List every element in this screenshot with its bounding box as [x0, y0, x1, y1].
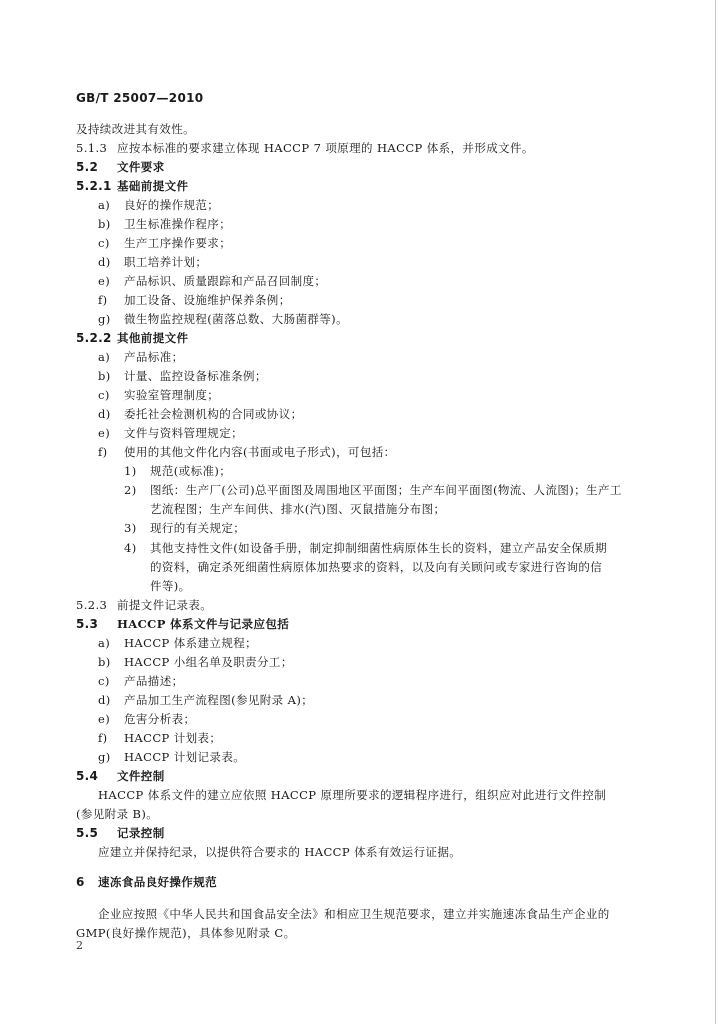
body-text-line: 应建立并保持纪录，以提供符合要求的 HACCP 体系有效运行证据。	[98, 845, 462, 859]
clause-number: d)	[98, 693, 111, 707]
body-text-line: 文件与资料管理规定；	[124, 426, 243, 440]
clause-number: 5.2.1	[76, 179, 112, 193]
clause-number: b)	[98, 655, 111, 669]
body-text-line: 的资料，确定杀死细菌性病原体加热要求的资料，以及向有关顾问或专家进行咨询的信	[150, 560, 603, 574]
body-text-line: 危害分析表；	[124, 712, 196, 726]
section-heading: 其他前提文件	[117, 331, 189, 345]
clause-number: 4)	[124, 541, 137, 555]
body-text-line: GMP(良好操作规范)，具体参见附录 C。	[76, 926, 296, 940]
body-text-line: HACCP 计划记录表。	[124, 750, 246, 764]
clause-number: c)	[98, 674, 110, 688]
clause-number: 1)	[124, 464, 137, 478]
clause-number: 5.3	[76, 617, 99, 631]
body-text-line: HACCP 小组名单及职责分工；	[124, 655, 293, 669]
clause-number: g)	[98, 750, 111, 764]
clause-number: 5.5	[76, 826, 99, 840]
clause-number: f)	[98, 293, 108, 307]
clause-number: e)	[98, 274, 111, 288]
clause-number: 5.1.3	[76, 141, 108, 155]
clause-number: 2)	[124, 483, 137, 497]
body-text-line: 件等)。	[150, 579, 191, 593]
body-text-line: 企业应按照《中华人民共和国食品安全法》和相应卫生规范要求，建立并实施速冻食品生产企业的	[98, 907, 610, 921]
clause-number: d)	[98, 255, 111, 269]
clause-number: f)	[98, 445, 108, 459]
section-heading: 文件要求	[117, 160, 165, 174]
clause-number: a)	[98, 198, 111, 212]
body-text-line: 产品描述；	[124, 674, 184, 688]
body-text-line: 现行的有关规定；	[150, 521, 246, 535]
clause-number: 5.2.3	[76, 598, 108, 612]
body-text-line: 使用的其他文件化内容(书面或电子形式)，可包括：	[124, 445, 396, 459]
body-text-line: 应按本标准的要求建立体现 HACCP 7 项原理的 HACCP 体系，并形成文件。	[117, 141, 534, 155]
body-text-line: 委托社会检测机构的合同或协议；	[124, 407, 303, 421]
section-heading: 速冻食品良好操作规范	[98, 875, 217, 889]
body-text-line: 微生物监控规程(菌落总数、大肠菌群等)。	[124, 312, 348, 326]
clause-number: g)	[98, 312, 111, 326]
body-text-line: 卫生标准操作程序；	[124, 217, 232, 231]
clause-number: a)	[98, 350, 111, 364]
body-text-line: 实验室管理制度；	[124, 388, 220, 402]
body-text-line: 生产工序操作要求；	[124, 236, 232, 250]
clause-number: a)	[98, 636, 111, 650]
clause-number: 5.2.2	[76, 331, 112, 345]
clause-number: c)	[98, 236, 110, 250]
standard-number: GB/T 25007—2010	[76, 91, 204, 105]
scan-edge	[715, 0, 716, 1024]
clause-number: d)	[98, 407, 111, 421]
body-text-line: (参见附录 B)。	[76, 807, 159, 821]
clause-number: 5.4	[76, 769, 99, 783]
body-text-line: 前提文件记录表。	[117, 598, 213, 612]
clause-number: f)	[98, 731, 108, 745]
clause-number: e)	[98, 426, 111, 440]
body-text-line: HACCP 体系文件的建立应依照 HACCP 原理所要求的逻辑程序进行，组织应对此进行文件控制	[98, 788, 607, 802]
section-heading: HACCP 体系文件与记录应包括	[117, 617, 290, 631]
clause-number: 5.2	[76, 160, 99, 174]
body-text-line: 产品加工生产流程图(参见附录 A)；	[124, 693, 314, 707]
clause-number: c)	[98, 388, 110, 402]
body-text-line: 图纸：生产厂(公司)总平面图及周围地区平面图；生产车间平面图(物流、人流图)；生产工	[150, 483, 622, 497]
clause-number: b)	[98, 217, 111, 231]
section-heading: 文件控制	[117, 769, 165, 783]
body-text-line: 良好的操作规范；	[124, 198, 220, 212]
clause-number: b)	[98, 369, 111, 383]
body-text-line: 规范(或标准)；	[150, 464, 232, 478]
clause-number: e)	[98, 712, 111, 726]
body-text-line: 产品标识、质量跟踪和产品召回制度；	[124, 274, 327, 288]
body-text-line: 计量、监控设备标准条例；	[124, 369, 267, 383]
body-text-line: 产品标准；	[124, 350, 184, 364]
body-text-line: HACCP 计划表；	[124, 731, 222, 745]
body-text-line: 及持续改进其有效性。	[76, 122, 195, 136]
body-text-line: HACCP 体系建立规程；	[124, 636, 258, 650]
body-text-line: 职工培养计划；	[124, 255, 208, 269]
section-heading: 记录控制	[117, 826, 165, 840]
page-number: 2	[76, 939, 83, 952]
body-text-line: 加工设备、设施维护保养条例；	[124, 293, 291, 307]
body-text-line: 其他支持性文件(如设备手册，制定抑制细菌性病原体生长的资料，建立产品安全保质期	[150, 541, 608, 555]
clause-number: 3)	[124, 521, 137, 535]
body-text-line: 艺流程图；生产车间供、排水(汽)图、灭鼠措施分布图；	[150, 502, 446, 516]
clause-number: 6	[76, 875, 85, 889]
section-heading: 基础前提文件	[117, 179, 189, 193]
